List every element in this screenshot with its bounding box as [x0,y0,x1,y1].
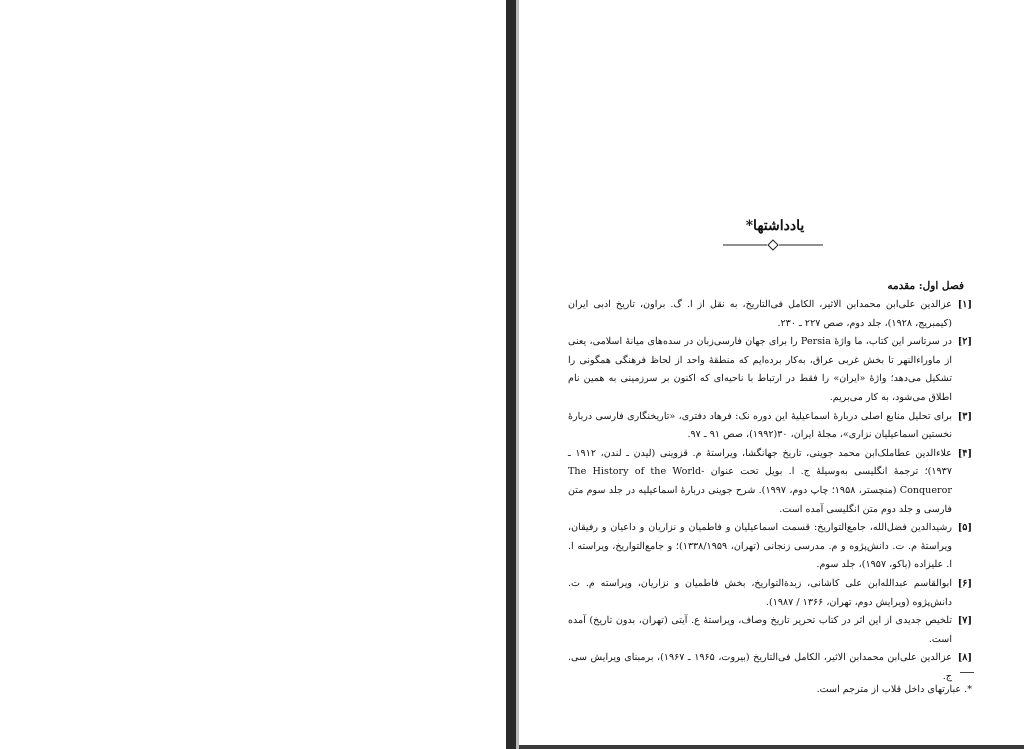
note-item [568,612,972,649]
note-text: ابوالقاسم عبدالله‌ابن علی کاشانی، زبدة‌التواریخ، بخش فاطمیان و نزاریان، ویراسته م. ت. دانش‌پژوه (ویرایش دوم، تهران، ۱۳۶۶ / ۱۹۸۷). [568,577,952,608]
note-item [568,333,972,407]
note-item [568,649,972,686]
note-number: [۸] [957,652,972,664]
note-text: عزالدین علی‌ابن محمدابن الاثیر، الکامل فی‌التاریخ، به نقل از ا. گ. براون، تاریخ ادبی ایران (کیمبریج، ۱۹۲۸)، جلد دوم، صص ۲۲۷ ـ ۲۳۰. [568,299,952,329]
note-item [568,296,972,333]
blank-left-page [0,0,506,749]
chapter-heading: فصل اول: مقدمه [887,280,964,292]
note-number: [۷] [957,615,972,627]
footnote-separator [960,672,974,673]
note-text: تلخیص جدیدی از این اثر در کتاب تحریر تاریخ وصاف، ویراستهٔ ع. آیتی (تهران، بدون تاریخ) آمده است. [568,615,952,645]
note-number: [۲] [957,336,972,348]
note-number: [۵] [957,522,972,534]
note-text: رشیدالدین فضل‌الله، جامع‌التواریخ: قسمت اسماعیلیان و فاطمیان و نزاریان و داعیان و رفیقان، ویراستهٔ م. ت. دانش‌پژوه و م. مدرسی زنجانی (تهران، ۱۳۳۸/۱۹۵۹)؛ و جامع‌التواریخ، ویراسته ا. ا. علیزاده (باکو، ۱۹۵۷)، جلد سوم. [568,522,952,571]
note-item [568,575,972,612]
note-text: برای تحلیل منابع اصلی دربارهٔ اسماعیلیهٔ این دوره نک: فرهاد دفتری، «تاریخنگاری فارسی دربارهٔ نخستین اسماعیلیان نزاری»، مجلهٔ ایران، ۳۰(۱۹۹۲)، صص ۹۱ ـ ۹۷. [568,410,952,441]
note-text: علاءالدین عطاملک‌ابن محمد جوینی، تاریخ جهانگشا، ویراستهٔ م. قزوینی (لیدن ـ لندن، ۱۹۱۲ ـ ۱۹۳۷)؛ ترجمهٔ انگلیسی به‌وسیلهٔ ج. ا. بویل تحت عنوان The History of the World-Conqueror (منچستر، ۱۹۵۸؛ چاپ دوم، ۱۹۹۷). شرح جوینی دربارهٔ اسماعیلیه در جلد سوم متن فارسی و جلد دوم متن انگلیسی آمده است. [568,447,952,515]
note-item [568,445,972,519]
book-spine [506,0,516,749]
note-item [568,519,972,575]
note-text: در سرتاسر این کتاب، ما واژهٔ Persia را برای جهان فارسی‌زبان در سده‌های میانهٔ اسلامی، یعنی از ماوراءالنهر تا بخش غربی عراق، به‌کار برده‌ایم که منطقهٔ واحد از لحاظ فرهنگی همگونی را تشکیل می‌دهد؛ واژهٔ «ایران» را فقط در ارتباط با ناحیه‌ای که اکنون بر سرزمینی به همین نام اطلاق می‌شود، به کار می‌بریم. [568,336,952,403]
note-number: [۶] [957,577,972,589]
notes-list [568,296,972,686]
page-bottom-edge [519,745,1024,749]
note-item [568,408,972,445]
title-ornament-divider [723,238,823,252]
page-title: یادداشتها* [745,218,805,234]
note-number: [۳] [957,410,972,422]
translator-footnote: *. عبارتهای داخل قلاب از مترجم است. [816,684,972,695]
note-number: [۴] [957,447,972,459]
note-text: عزالدین علی‌ابن محمدابن الاثیر، الکامل فی‌التاریخ (بیروت، ۱۹۶۵ ـ ۱۹۶۷)، برمبنای ویرایش سی. ج. [568,652,952,682]
note-number: [۱] [957,299,972,310]
